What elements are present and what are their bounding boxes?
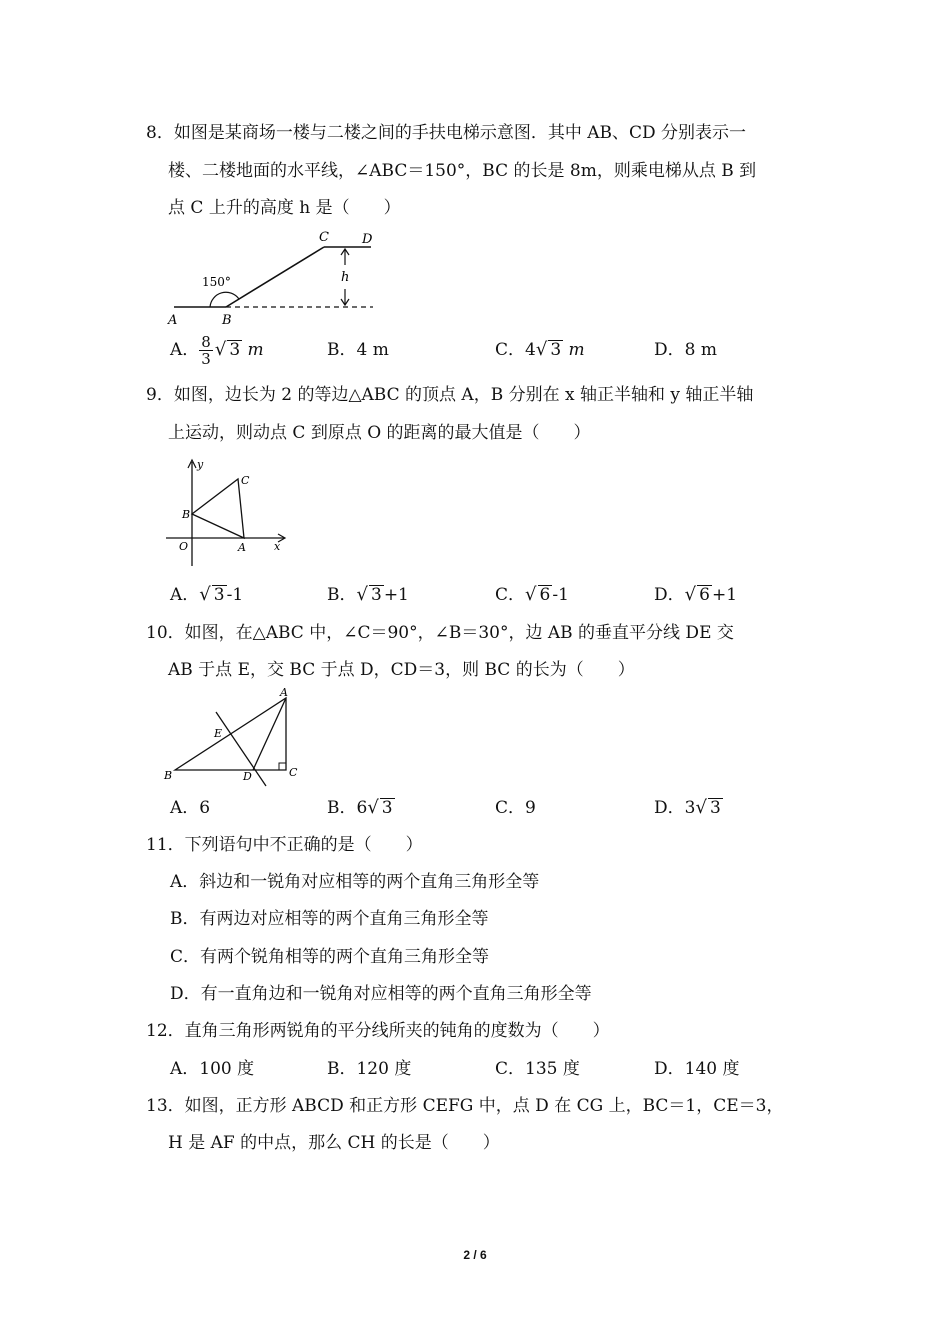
q8-line3: 点 C 上升的高度 h 是（ ）: [168, 198, 401, 218]
q8-option-c: C．4√ 3 m: [495, 339, 585, 360]
q8-angle-label: 150°: [202, 275, 231, 289]
q12-stem: 12．直角三角形两锐角的平分线所夹的钝角的度数为（ ）: [146, 1021, 610, 1041]
q9-label-x: x: [274, 540, 281, 553]
q11-option-b: B．有两边对应相等的两个直角三角形全等: [170, 909, 489, 929]
q13-line1: 13．如图，正方形 ABCD 和正方形 CEFG 中，点 D 在 CG 上，BC＝1，CE＝3，: [146, 1096, 784, 1116]
q8-option-b: B．4 m: [327, 340, 389, 360]
q8-line2: 楼、二楼地面的水平线，∠ABC＝150°，BC 的长是 8m，则乘电梯从点 B 到: [168, 161, 757, 181]
q10-option-d: D．3√ 3: [654, 797, 721, 818]
q10-option-c: C．9: [495, 798, 536, 818]
q10-label-e: E: [214, 727, 223, 740]
q9-option-a: A．√ 3 -1: [170, 584, 244, 605]
q12-option-a: A．100 度: [170, 1059, 255, 1079]
q9-line1: 9．如图，边长为 2 的等边△ABC 的顶点 A，B 分别在 x 轴正半轴和 y 轴正半轴: [146, 385, 754, 405]
q9-option-c: C．√ 6 -1: [495, 584, 569, 605]
q11-option-d: D．有一直角边和一锐角对应相等的两个直角三角形全等: [170, 984, 592, 1004]
q10-label-d: D: [243, 770, 252, 783]
q10-figure: [160, 684, 305, 789]
q8-option-a: A． $\frac{8}{3}$ √ 3 m: [170, 333, 264, 368]
page-number: 2 / 6: [463, 1248, 487, 1262]
q8-label-h: h: [341, 270, 350, 285]
q8-line-bc: [226, 247, 324, 307]
q10-option-a: A．6: [170, 798, 211, 818]
q10-line1: 10．如图，在△ABC 中，∠C＝90°，∠B＝30°，边 AB 的垂直平分线 DE 交: [146, 623, 734, 643]
q9-figure: [164, 454, 294, 572]
q11-option-c: C．有两个锐角相等的两个直角三角形全等: [170, 947, 490, 967]
q8-label-d: D: [362, 232, 373, 247]
q10-label-c: C: [289, 766, 298, 779]
q9-option-b: B．√ 3 +1: [327, 584, 409, 605]
q8-option-d: D．8 m: [654, 340, 717, 360]
q8-label-c: C: [319, 230, 329, 245]
q9-triangle-abc: [192, 479, 244, 538]
q8-label-b: B: [222, 313, 232, 328]
q10-label-a: A: [280, 686, 288, 699]
q10-option-b: B．6√ 3: [327, 797, 393, 818]
q12-option-d: D．140 度: [654, 1059, 740, 1079]
q13-line2: H 是 AF 的中点，那么 CH 的长是（ ）: [168, 1133, 500, 1153]
q11-stem: 11．下列语句中不正确的是（ ）: [146, 835, 423, 855]
q9-label-b: B: [182, 508, 191, 521]
q8-figure: [166, 228, 381, 328]
q9-label-y: y: [197, 458, 204, 471]
q12-option-c: C．135 度: [495, 1059, 580, 1079]
q11-option-a: A．斜边和一锐角对应相等的两个直角三角形全等: [170, 872, 540, 892]
q9-label-a: A: [238, 541, 246, 554]
q10-bisector-de: [216, 712, 266, 786]
q8-angle-arc: [210, 292, 239, 307]
q10-label-b: B: [164, 769, 173, 782]
q9-line2: 上运动，则动点 C 到原点 O 的距离的最大值是（ ）: [168, 423, 591, 443]
q8-line1: 8．如图是某商场一楼与二楼之间的手扶电梯示意图．其中 AB、CD 分别表示一: [146, 123, 747, 143]
q10-right-angle-mark: [279, 763, 286, 770]
q12-option-b: B．120 度: [327, 1059, 412, 1079]
q9-label-c: C: [241, 474, 250, 487]
q9-option-d: D．√ 6 +1: [654, 584, 738, 605]
q10-line2: AB 于点 E，交 BC 于点 D，CD＝3，则 BC 的长为（ ）: [168, 660, 635, 680]
q8-label-a: A: [168, 313, 178, 328]
q9-label-o: O: [179, 540, 189, 553]
